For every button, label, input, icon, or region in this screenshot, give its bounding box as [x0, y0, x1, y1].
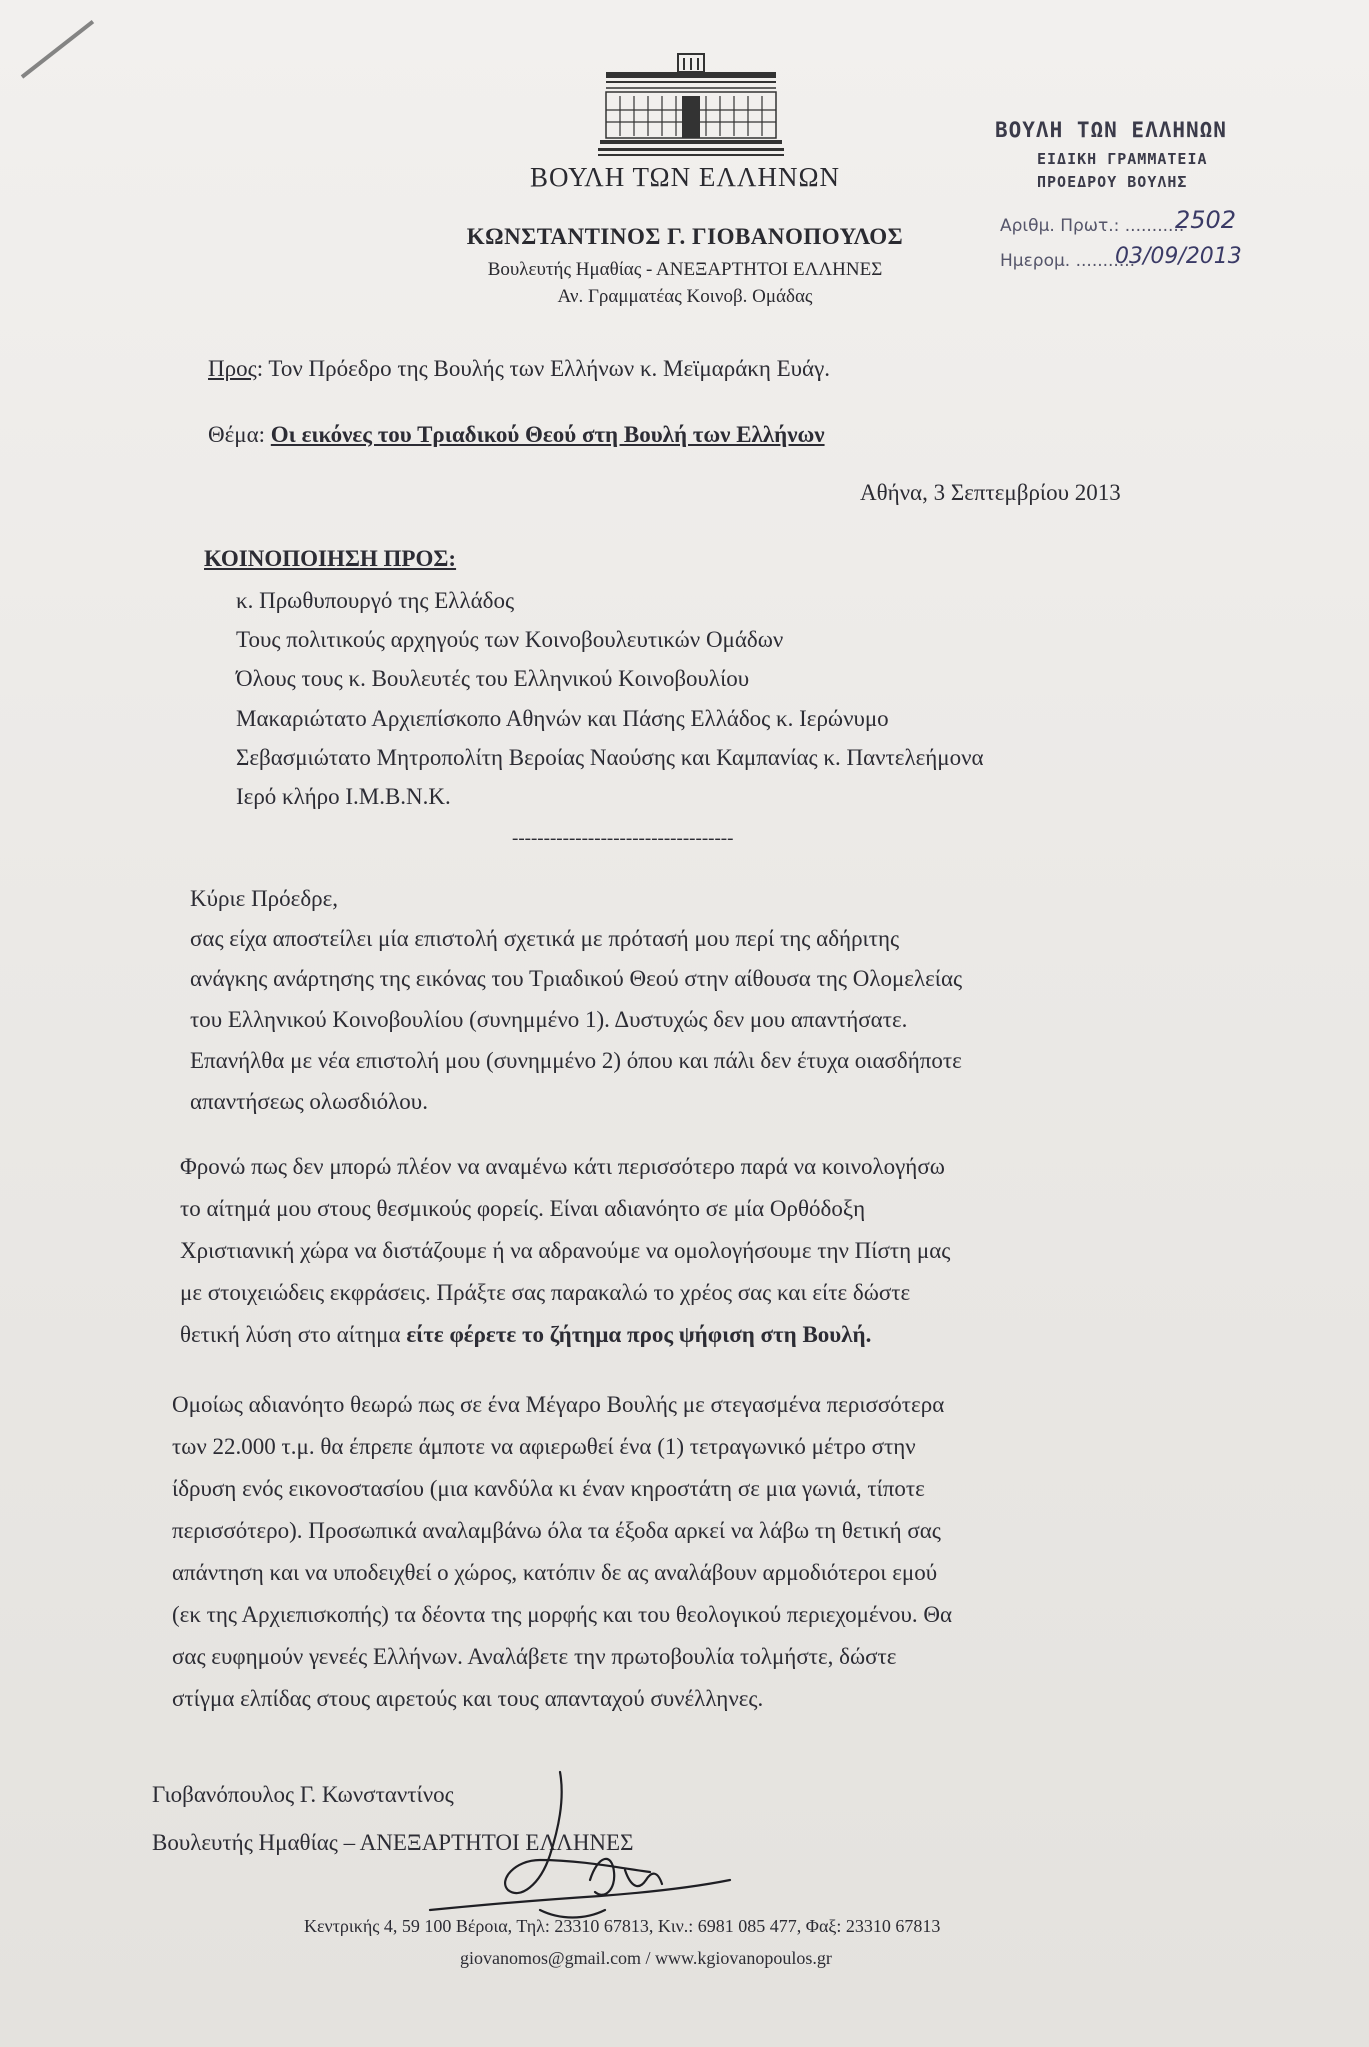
recipient-label: Προς	[208, 356, 257, 381]
subject-text: Οι εικόνες του Τριαδικού Θεού στη Βουλή των Ελλήνων	[270, 422, 825, 447]
cc-item: κ. Πρωθυπουργό της Ελλάδος	[236, 588, 515, 613]
stamp-title: ΒΟΥΛΗ ΤΩΝ ΕΛΛΗΝΩΝ	[995, 118, 1227, 142]
cc-item: Τους πολιτικούς αρχηγούς των Κοινοβουλευτικών Ομάδων	[236, 627, 784, 652]
paragraph-2-line: Χριστιανική χώρα να διστάζουμε ή να αδρανούμε να ομολογήσουμε την Πίστη μας	[180, 1238, 951, 1263]
paragraph-3-line: σας ευφημούν γενεές Ελλήνων. Αναλάβετε την πρωτοβουλία τολμήστε, δώστε	[172, 1644, 897, 1669]
stamp-subtitle-2: ΠΡΟΕΔΡΟΥ ΒΟΥΛΗΣ	[1037, 173, 1188, 191]
cc-item: Όλους τους κ. Βουλευτές του Ελληνικού Κοινοβουλίου	[236, 666, 750, 691]
handwritten-signature	[390, 1760, 750, 1935]
subject-line	[208, 422, 825, 448]
paragraph-1-line: του Ελληνικού Κοινοβουλίου (συνημμένο 1). Δυστυχώς δεν μου απαντήσατε.	[190, 1007, 908, 1032]
header-mp-name: ΚΩΝΣΤΑΝΤΙΝΟΣ Γ. ΓΙΟΒΑΝΟΠΟΥΛΟΣ	[466, 224, 904, 249]
paragraph-2-line	[180, 1322, 871, 1348]
stamp-date-label: Ημερομ. ...........	[1000, 251, 1136, 271]
paragraph-3-line: ίδρυση ενός εικονοστασίου (μια κανδύλα κι έναν κηροστάτη σε μια γωνιά, τίποτε	[172, 1476, 925, 1501]
paragraph-2-last-bold: είτε φέρετε το ζήτημα προς ψήφιση στη Βουλή.	[406, 1322, 872, 1347]
paragraph-3-line: περισσότερο). Προσωπικά αναλαμβάνω όλα τα έξοδα αρκεί να λάβω τη θετική σας	[172, 1518, 941, 1543]
salutation: Κύριε Πρόεδρε,	[190, 886, 339, 911]
stamp-protocol-label: Αριθμ. Πρωτ.: ...........	[1000, 216, 1185, 236]
subject-label: Θέμα:	[208, 422, 266, 447]
separator: -----------------------------------	[512, 828, 734, 849]
paragraph-2-line: το αίτημά μου στους θεσμικούς φορείς. Είναι αδιανόητο σε μία Ορθόδοξη	[180, 1196, 866, 1221]
paragraph-3-line: (εκ της Αρχιεπισκοπής) τα δέοντα της μορφής και του θεολογικού περιεχομένου. Θα	[172, 1602, 953, 1627]
recipient-line	[208, 356, 830, 382]
paragraph-1-line: Επανήλθα με νέα επιστολή μου (συνημμένο 2) όπου και πάλι δεν έτυχα οιασδήποτε	[190, 1048, 962, 1073]
recipient-text: : Τον Πρόεδρο της Βουλής των Ελλήνων κ. Μεϊμαράκη Ευάγ.	[256, 356, 831, 381]
paragraph-3-line: απάντηση και να υποδειχθεί ο χώρος, κατόπιν δε ας αναλάβουν αρμοδιότεροι εμού	[172, 1560, 938, 1585]
paragraph-3-line: των 22.000 τ.μ. θα έπρεπε άμποτε να αφιερωθεί ένα (1) τετραγωνικό μέτρο στην	[172, 1434, 916, 1459]
cc-item: Μακαριώτατο Αρχιεπίσκοπο Αθηνών και Πάσης Ελλάδος κ. Ιερώνυμο	[236, 706, 889, 731]
cc-item: Ιερό κλήρο Ι.Μ.Β.Ν.Κ.	[236, 784, 451, 809]
header-parliament: ΒΟΥΛΗ ΤΩΝ ΕΛΛΗΝΩΝ	[529, 162, 841, 192]
paragraph-2-line: Φρονώ πως δεν μπορώ πλέον να αναμένω κάτι περισσότερο παρά να κοινολογήσω	[180, 1154, 945, 1179]
paragraph-1-line: απαντήσεως ολωσδιόλου.	[190, 1089, 428, 1114]
cc-heading: ΚΟΙΝΟΠΟΙΗΣΗ ΠΡΟΣ:	[204, 546, 457, 571]
paragraph-2-line: με στοιχειώδεις εκφράσεις. Πράξτε σας παρακαλώ το χρέος σας και είτε δώστε	[180, 1280, 911, 1305]
paragraph-3-line: Ομοίως αδιανόητο θεωρώ πως σε ένα Μέγαρο Βουλής με στεγασμένα περισσότερα	[172, 1392, 945, 1417]
signatory-name: Γιοβανόπουλος Γ. Κωνσταντίνος	[152, 1782, 454, 1807]
parliament-building-icon	[598, 52, 784, 160]
place-date: Αθήνα, 3 Σεπτεμβρίου 2013	[860, 480, 1121, 505]
stamp-protocol-value: 2502	[1175, 206, 1237, 234]
paragraph-3-line: στίγμα ελπίδας στους αιρετούς και τους απανταχού συνέλληνες.	[172, 1686, 764, 1711]
paragraph-2-last-plain: θετική λύση στο αίτημα	[180, 1322, 407, 1347]
footer-contacts: giovanomos@gmail.com / www.kgiovanopoulos.gr	[460, 1948, 832, 1968]
paragraph-1-line: σας είχα αποστείλει μία επιστολή σχετικά με πρότασή μου περί της αδήριτης	[190, 926, 900, 951]
header-mp-position: Αν. Γραμματέας Κοινοβ. Ομάδας	[557, 286, 813, 307]
signatory-role: Βουλευτής Ημαθίας – ΑΝΕΞΑΡΤΗΤΟΙ ΕΛΛΗΝΕΣ	[152, 1830, 634, 1855]
pen-mark	[21, 20, 94, 79]
paragraph-1-line: ανάγκης ανάρτησης της εικόνας του Τριαδικού Θεού στην αίθουσα της Ολομελείας	[190, 966, 963, 991]
stamp-subtitle-1: ΕΙΔΙΚΗ ΓΡΑΜΜΑΤΕΙΑ	[1037, 150, 1208, 168]
footer-address: Κεντρικής 4, 59 100 Βέροια, Τηλ: 23310 67813, Κιν.: 6981 085 477, Φαξ: 23310 67813	[304, 1916, 941, 1936]
header-mp-role: Βουλευτής Ημαθίας - ΑΝΕΞΑΡΤΗΤΟΙ ΕΛΛΗΝΕΣ	[487, 259, 883, 280]
stamp-date-value: 03/09/2013	[1115, 244, 1242, 269]
cc-item: Σεβασμιώτατο Μητροπολίτη Βεροίας Ναούσης και Καμπανίας κ. Παντελεήμονα	[236, 745, 984, 770]
